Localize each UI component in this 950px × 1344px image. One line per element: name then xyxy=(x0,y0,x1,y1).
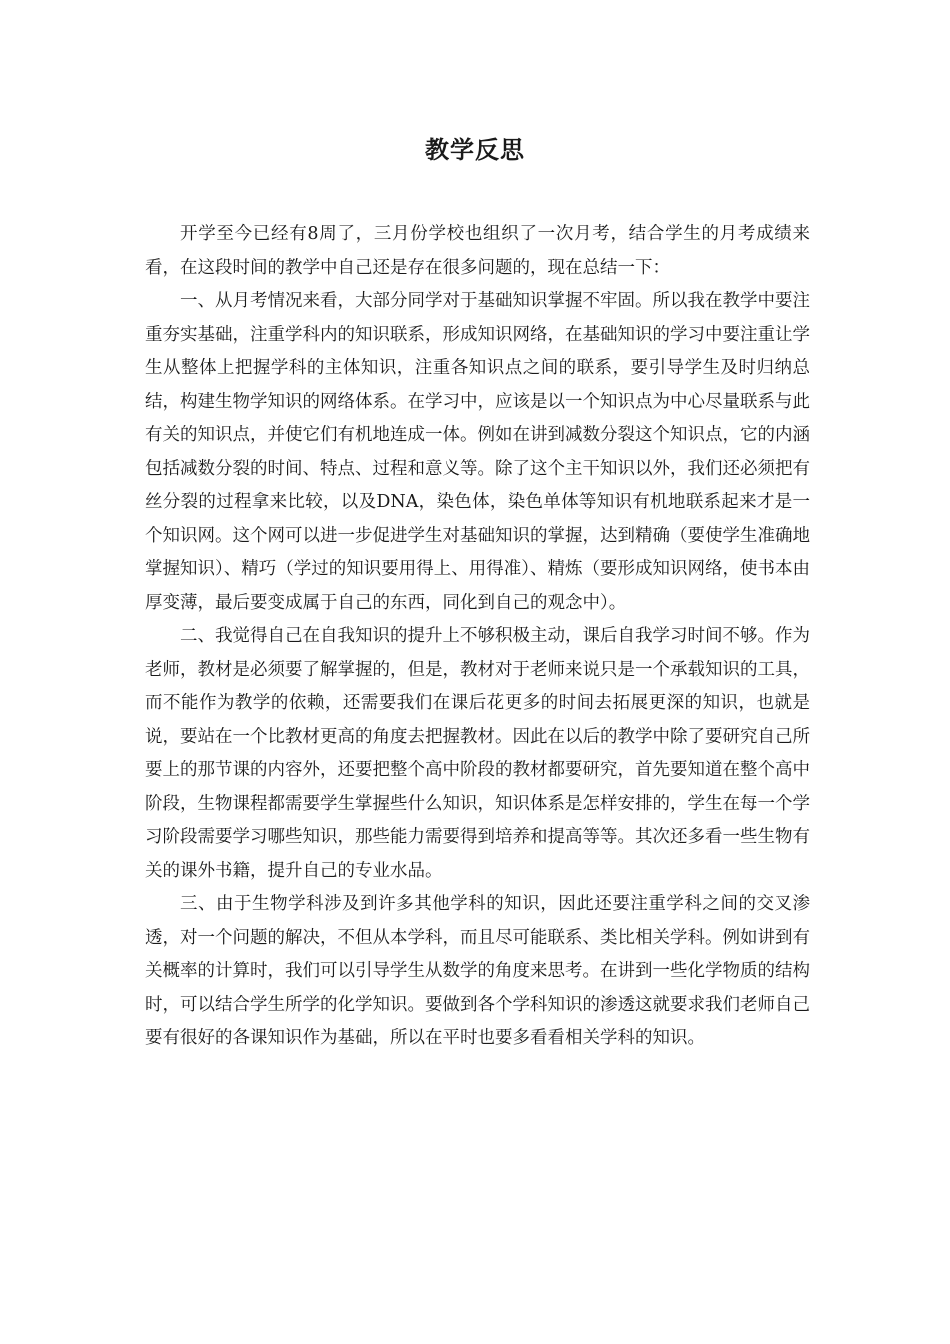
paragraph-three: 三、由于生物学科涉及到许多其他学科的知识，因此还要注重学科之间的交叉渗透，对一个问题的解决，不但从本学科，而且尽可能联系、类比相关学科。例如讲到有关概率的计算时，我们可以引导学生从数学的角度来思考。在讲到一些化学物质的结构时，可以结合学生所学的化学知识。要做到各个学科知识的渗透这就要求我们老师自己要有很好的各课知识作为基础，所以在平时也要多看看相关学科的知识。 xyxy=(145,894,810,1048)
document-body xyxy=(145,218,810,1056)
paragraph-one: 一、从月考情况来看，大部分同学对于基础知识掌握不牢固。所以我在教学中要注重夯实基础，注重学科内的知识联系，形成知识网络，在基础知识的学习中要注重让学生从整体上把握学科的主体知识，注重各知识点之间的联系，要引导学生及时归纳总结，构建生物学知识的网络体系。在学习中，应该是以一个知识点为中心尽量联系与此有关的知识点，并使它们有机地连成一体。例如在讲到减数分裂这个知识点，它的内涵包括减数分裂的时间、特点、过程和意义等。除了这个主干知识以外，我们还必须把有丝分裂的过程拿来比较，以及DNA，染色体，染色单体等知识有机地联系起来才是一个知识网。这个网可以进一步促进学生对基础知识的掌握，达到精确（要使学生准确地掌握知识）、精巧（学过的知识要用得上、用得准）、精炼（要形成知识网络，使书本由厚变薄，最后要变成属于自己的东西，同化到自己的观念中）。 xyxy=(145,291,810,613)
document-title: 教学反思 xyxy=(425,135,525,164)
paragraph-two: 二、我觉得自己在自我知识的提升上不够积极主动，课后自我学习时间不够。作为老师，教材是必须要了解掌握的，但是，教材对于老师来说只是一个承载知识的工具，而不能作为教学的依赖，还需要我们在课后花更多的时间去拓展更深的知识，也就是说，要站在一个比教材更高的角度去把握教材。因此在以后的教学中除了要研究自己所要上的那节课的内容外，还要把整个高中阶段的教材都要研究，首先要知道在整个高中阶段，生物课程都需要学生掌握些什么知识，知识体系是怎样安排的，学生在每一个学习阶段需要学习哪些知识，那些能力需要得到培养和提高等等。其次还多看一些生物有关的课外书籍，提升自己的专业水品。 xyxy=(145,626,810,881)
paragraph-intro: 开学至今已经有8周了，三月份学校也组织了一次月考，结合学生的月考成绩来看，在这段时间的教学中自己还是存在很多问题的，现在总结一下： xyxy=(145,224,810,278)
